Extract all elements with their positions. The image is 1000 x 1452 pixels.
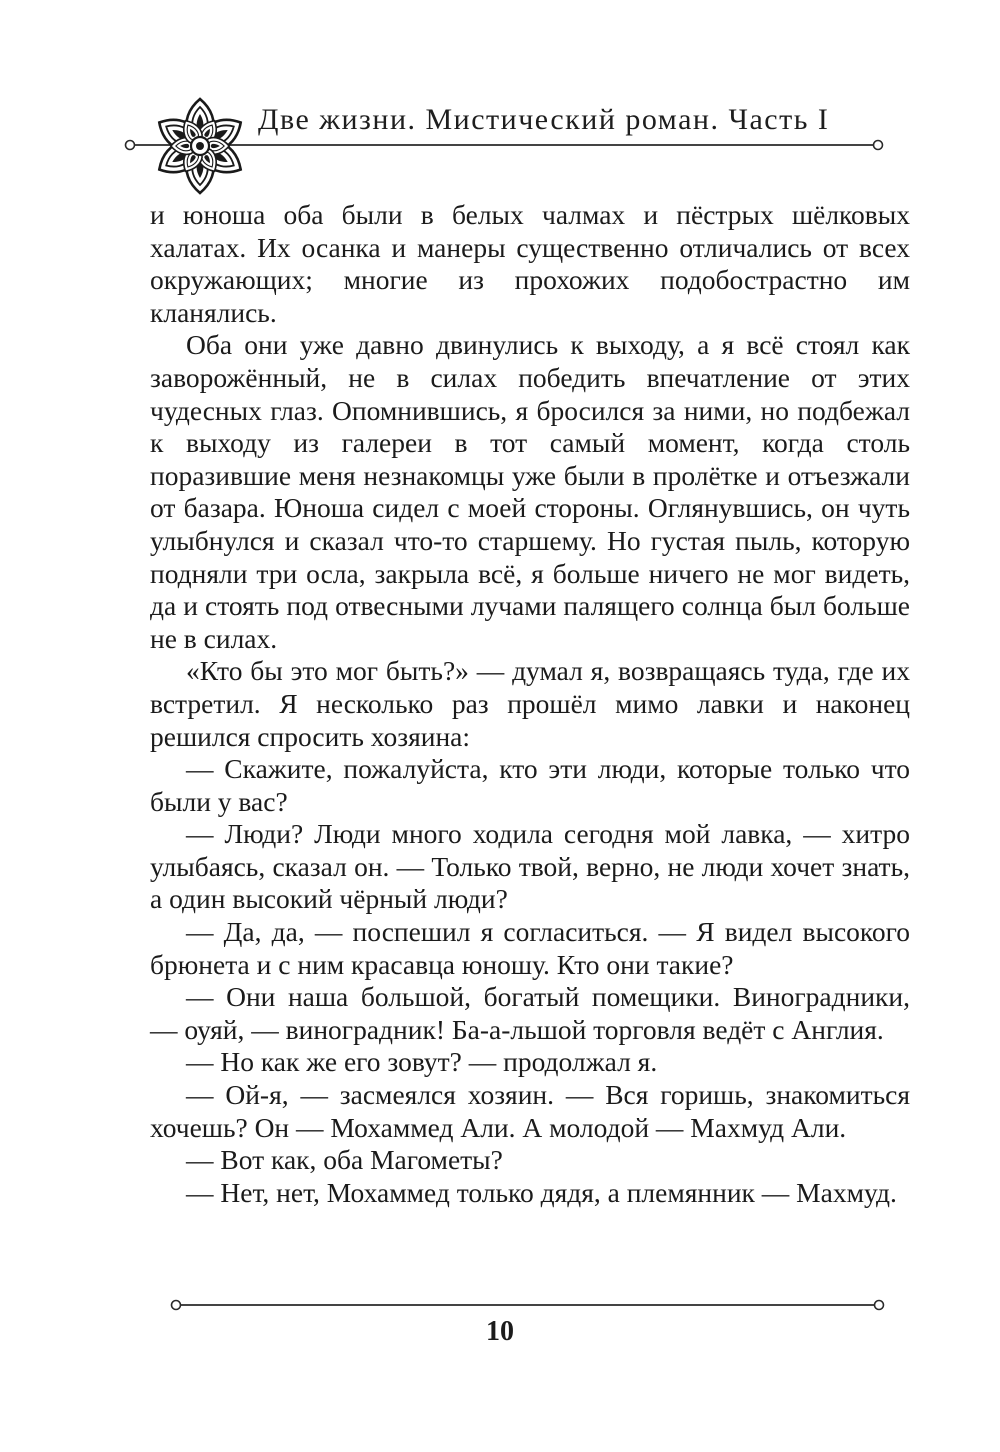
- dialogue-line: — Скажите, пожалуйста, кто эти люди, которые только что были у вас?: [150, 753, 910, 817]
- paragraph: и юноша оба были в белых чалмах и пёстрых шёлковых халатах. Их осанка и манеры существенно отличались от всех окружающих; многие из прохожих подобострастно им кланялись.: [150, 199, 910, 328]
- dialogue-line: — Нет, нет, Мохаммед только дядя, а племянник — Махмуд.: [186, 1176, 897, 1208]
- dialogue-line: — Вот как, оба Магометы?: [186, 1144, 503, 1176]
- dialogue-line: — Но как же его зовут? — продолжал я.: [186, 1046, 658, 1078]
- dialogue-line: — Ой-я, — засмеялся хозяин. — Вся горишь, знакомиться хочешь? Он — Мохаммед Али. А молодой — Махмуд Али.: [150, 1079, 910, 1143]
- page-header: [0, 0, 1000, 200]
- lotus-mandala-icon: [150, 96, 250, 196]
- dialogue-line: — Они наша большой, богатый помещики. Виноградники, — оуяй, — виноградник! Ба-а-льшой торговля ведёт с Англия.: [150, 981, 910, 1045]
- running-title: Две жизни. Мистический роман. Часть I: [258, 103, 830, 136]
- page-number: 10: [486, 1316, 514, 1347]
- paragraph: «Кто бы это мог быть?» — думал я, возвращаясь туда, где их встретил. Я несколько раз прошёл мимо лавки и наконец решился спросить хозяина:: [150, 655, 910, 752]
- page-body: [150, 199, 910, 1209]
- dialogue-line: — Да, да, — поспешил я согласиться. — Я видел высокого брюнета и с ним красавца юношу. Кто они такие?: [150, 916, 910, 980]
- footer-divider-line: [170, 1298, 885, 1312]
- dialogue-line: — Люди? Люди много ходила сегодня мой лавка, — хитро улыбаясь, сказал он. — Только твой, верно, не люди хочет знать, а один высокий чёрный люди?: [150, 818, 910, 915]
- paragraph: Оба они уже давно двинулись к выходу, а я всё стоял как заворожённый, не в силах победить впечатление от этих чудесных глаз. Опомнившись, я бросился за ними, но подбежал к выходу из галереи в тот самый момент, когда столь поразившие меня незнакомцы уже были в пролётке и отъезжали от базара. Юноша сидел с моей стороны. Оглянувшись, он чуть улыбнулся и сказал что-то старшему. Но густая пыль, которую подняли три осла, закрыла всё, я больше ничего не мог видеть, да и стоять под отвесными лучами палящего солнца был больше не в силах.: [150, 329, 910, 654]
